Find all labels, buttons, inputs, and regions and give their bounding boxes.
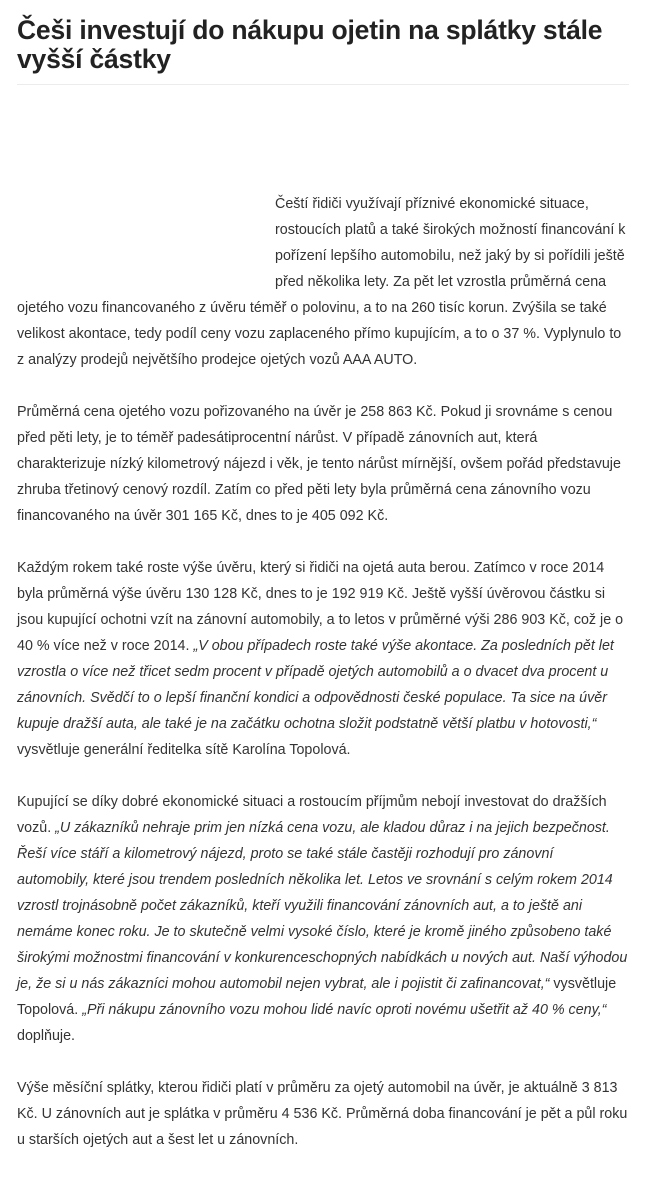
paragraph-segment: Čeští řidiči využívají příznivé ekonomické situace, rostoucích platů a také širokých možností financování k pořízení lepšího automobilu, než jaký by si pořídili ještě před několika lety. Za pět let vzrostla průměrná cena ojetého vozu financovaného z úvěru téměř o polovinu, a to na 260 tisíc korun. Zvýšila se také velikost akontace, tedy podíl ceny vozu zaplaceného přímo kupujícím, a to o 37 %. Vyplynulo to z analýzy prodejů největšího prodejce ojetých vozů AAA AUTO. bbox=[17, 196, 626, 368]
quote: „V obou případech roste také výše akontace. Za posledních pět let vzrostla o více než třicet sedm procent v případě ojetých automobilů a o dvacet dva procent u zánovních. Svědčí to o lepší finanční kondici a odpovědnosti české populace. Ta sice na úvěr kupuje dražší auta, ale také je na začátku ochotna složit podstatně větší platbu v hotovosti,“ bbox=[17, 638, 614, 732]
quote: „Při nákupu zánovního vozu mohou lidé navíc oproti novému ušetřit až 40 % ceny,“ bbox=[82, 1002, 607, 1018]
paragraph-5 bbox=[17, 1075, 629, 1153]
quote: „U zákazníků nehraje prim jen nízká cena vozu, ale kladou důraz i na jejich bezpečnost. Řeší více stáří a kilometrový nájezd, proto se také stále častěji rozhodují pro zánovní automobily, které jsou trendem posledních několika let. Letos ve srovnání s celým rokem 2014 vzrostl trojnásobně počet zákazníků, kteří využili financování zánovních aut, a to ještě ani nemáme konec roku. Je to skutečně velmi vysoké číslo, které je kromě jiného způsobeno také širokými možnostmi financování v konkurenceschopných nabídkách u nových aut. Naší výhodou je, že si u nás zákazníci mohou automobil nejen vybrat, ale i pojistit či zafinancovat,“ bbox=[17, 820, 628, 992]
paragraph-3 bbox=[17, 555, 629, 763]
paragraph-segment: Výše měsíční splátky, kterou řidiči platí v průměru za ojetý automobil na úvěr, je aktuálně 3 813 Kč. U zánovních aut je splátka v průměru 4 536 Kč. Průměrná doba financování je pět a půl roku u starších ojetých aut a šest let u zánovních. bbox=[17, 1080, 628, 1148]
paragraph-2 bbox=[17, 399, 629, 529]
paragraph-segment: vysvětluje Topolová. bbox=[17, 976, 617, 1018]
article bbox=[17, 16, 629, 1179]
paragraph-segment: Kupující se díky dobré ekonomické situaci a rostoucím příjmům nebojí investovat do dražších vozů. bbox=[17, 794, 607, 836]
top-spacer bbox=[17, 85, 629, 191]
article-title: Češi investují do nákupu ojetin na splátky stále vyšší částky bbox=[17, 15, 603, 74]
paragraph-segment: Průměrná cena ojetého vozu pořizovaného na úvěr je 258 863 Kč. Pokud ji srovnáme s cenou před pěti lety, je to téměř padesátiprocentní nárůst. V případě zánovních aut, která charakterizuje nízký kilometrový nájezd i věk, je tento nárůst mírnější, ovšem pořád představuje zhruba třetinový cenový rozdíl. Zatím co před pěti lety byla průměrná cena zánovního vozu financovaného na úvěr 301 165 Kč, dnes to je 405 092 Kč. bbox=[17, 404, 621, 524]
paragraph-4 bbox=[17, 789, 629, 1049]
paragraph-segment: Každým rokem také roste výše úvěru, který si řidiči na ojetá auta berou. Zatímco v roce 2014 byla průměrná výše úvěru 130 128 Kč, dnes to je 192 919 Kč. Ještě vyšší úvěrovou částku si jsou kupující ochotni vzít na zánovní automobily, a to letos v průměrné výši 286 903 Kč, což je o 40 % více než v roce 2014. bbox=[17, 560, 624, 654]
article-body bbox=[17, 85, 629, 1153]
image-placeholder bbox=[17, 191, 271, 279]
paragraph-segment: vysvětluje generální ředitelka sítě Karolína Topolová. bbox=[17, 742, 351, 758]
paragraph-segment: doplňuje. bbox=[17, 1028, 76, 1044]
